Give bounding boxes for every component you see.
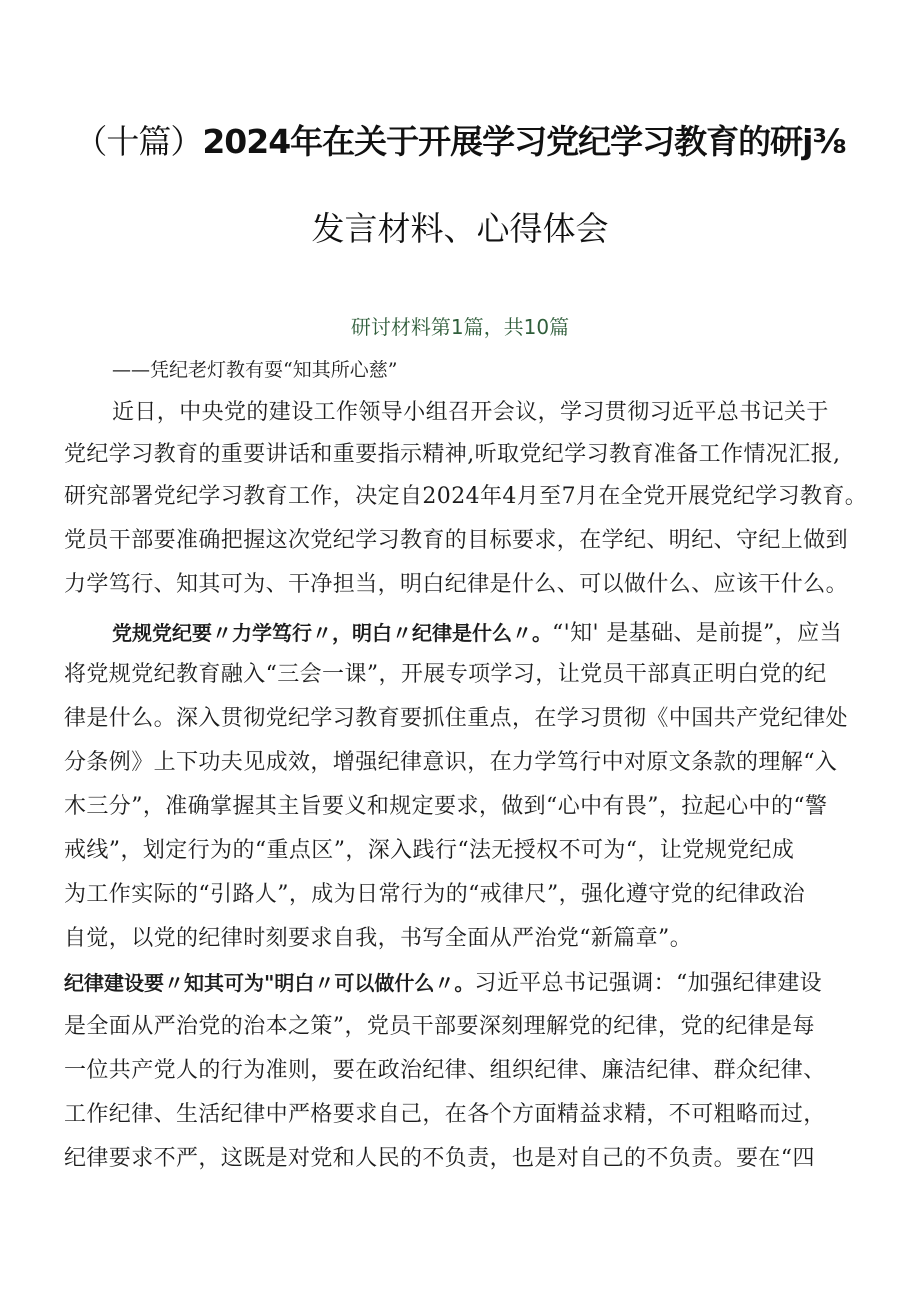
paragraph-line: 一位共产党人的行为准则，要在政治纪律、组织纪律、廉洁纪律、群众纪律、 xyxy=(64,1058,826,1083)
paragraph-line: 近日，中央党的建设工作领导小组召开会议，学习贯彻习近平总书记关于 xyxy=(112,400,829,425)
paragraph-line xyxy=(64,968,884,999)
paragraph-line: 党员干部要准确把握这次党纪学习教育的目标要求，在学纪、明纪、守纪上做到 xyxy=(64,528,849,553)
paragraph-line: 为工作实际的“引路人”，成为日常行为的“戒律尺”，强化遵守党的纪律政治 xyxy=(64,882,805,907)
paragraph-text: “'知' 是基础、是前提”，应当 xyxy=(552,621,842,646)
paragraph-text: 习近平总书记强调：“加强纪律建设 xyxy=(474,971,823,996)
paragraph-line: 研究部署党纪学习教育工作，决定自2024年4月至7月在全党开展党纪学习教育。 xyxy=(64,484,868,509)
article-subhead: ——凭纪老灯教有耍“知其所心慈” xyxy=(112,359,398,381)
title-line-2: 发言材料、心得体会 xyxy=(311,209,609,248)
paragraph-line: 分条例》上下功夫见成效，增强纪律意识，在力学笃行中对原文条款的理解“入 xyxy=(64,750,838,775)
paragraph-line: 律是什么。深入贯彻党纪学习教育要抓住重点，在学习贯彻《中国共产党纪律处 xyxy=(64,706,849,731)
paragraph-line: 是全面从严治党的治本之策”，党员干部要深刻理解党的纪律，党的纪律是每 xyxy=(64,1014,815,1039)
subtitle: 研讨材料第1篇，共10篇 xyxy=(350,315,570,339)
paragraph-line: 自觉，以党的纪律时刻要求自我，书写全面从严治党“新篇章”。 xyxy=(64,926,693,951)
title-line-1 xyxy=(0,116,920,163)
paragraph-heading: 党规党纪要〃力学笃行〃，明白〃纪律是什么〃。 xyxy=(112,621,552,645)
paragraph-line: 纪律要求不严，这既是对党和人民的不负责，也是对自己的不负责。要在“四 xyxy=(64,1146,815,1171)
paragraph-line: 力学笃行、知其可为、干净担当，明白纪律是什么、可以做什么、应该干什么。 xyxy=(64,572,849,597)
paragraph-heading: 纪律建设要〃知其可为"明白〃可以做什么〃。 xyxy=(64,971,475,995)
paragraph-line: 木三分”，准确掌握其主旨要义和规定要求，做到“心中有畏”，拉起心中的“警 xyxy=(64,794,828,819)
paragraph-line: 党纪学习教育的重要讲话和重要指示精神,听取党纪学习教育准备工作情况汇报, xyxy=(64,442,841,467)
title-main: 2024年在关于开展学习党纪学习教育的研j⅜ xyxy=(202,122,846,161)
paragraph-line: 将党规党纪教育融入“三会一课”，开展专项学习，让党员干部真正明白党的纪 xyxy=(64,662,827,687)
paragraph-line: 戒线”，划定行为的“重点区”，深入践行“法无授权不可为“，让党规党纪成 xyxy=(64,838,795,863)
paragraph-line: 工作纪律、生活纪律中严格要求自己，在各个方面精益求精，不可粗略而过， xyxy=(64,1102,826,1127)
title-prefix: （十篇） xyxy=(74,122,203,161)
paragraph-line xyxy=(112,618,920,649)
